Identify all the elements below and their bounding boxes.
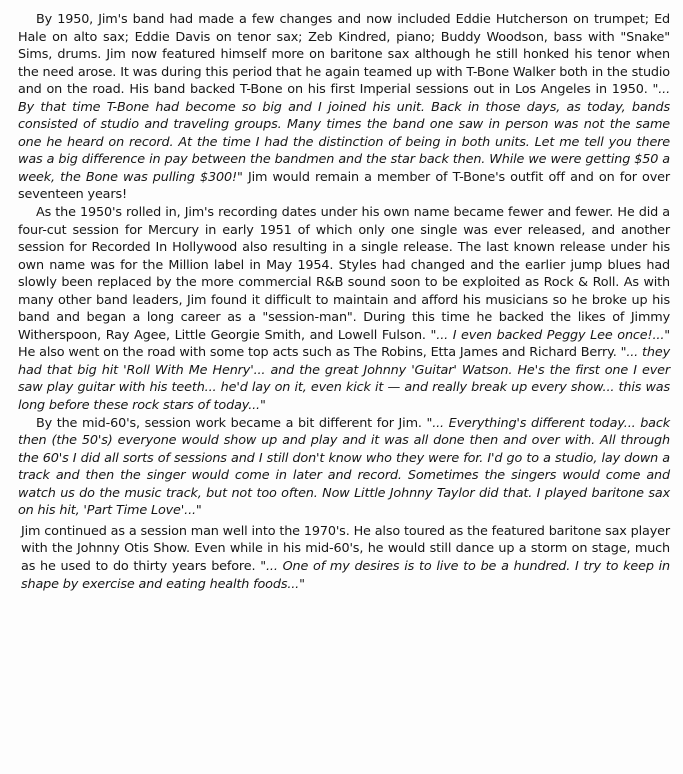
- text-run: Jim continued as a session man well into the 1970's. He also toured as the featured baritone sax player with the Johnny Otis Show. Even while in his mid-60's, he would still dance up a storm on stage, much as he used to do thirty years before.: [21, 523, 670, 574]
- paragraph-1970s: [18, 523, 670, 593]
- text-run: He also went on the road with some top acts such as The Robins, Etta James and Richard Berry.: [18, 345, 621, 361]
- text-run: By 1950, Jim's band had made a few changes and now included Eddie Hutcherson on trumpet; Ed Hale on alto sax; Eddie Davis on tenor sax; Zeb Kindred, piano; Buddy Woodson, bass with "Snake" Sims, drums. Jim now featured himself more on baritone sax although he still honked his tenor when the need arose. It was during this period that he again teamed up with T-Bone Walker both in the studio and on the road. His band backed T-Bone on his first Imperial sessions out in Los Angeles in 1950.: [18, 12, 670, 98]
- text-run: As the 1950's rolled in, Jim's recording dates under his own name became fewer and fewer. He did a four-cut session for Mercury in early 1951 of which only one single was ever released, and another session for Recorded In Hollywood also resulting in a single release. The last known release under his own name was for the Million label in May 1954. Styles had changed and the earlier jump blues had slowly been replaced by the more commercial R&B sound soon to be exploited as Rock & Roll. As with many other band leaders, Jim found it difficult to maintain and afford his musicians so he broke up his band and began a long career as a "session-man". During this time he backed the likes of Jimmy Witherspoon, Ray Agee, Little Georgie Smith, and Lowell Fulson.: [18, 205, 670, 343]
- quote-run: "... One of my desires is to live to be a hundred. I try to keep in shape by exercise and eating health foods...": [21, 558, 670, 592]
- quote-run: "... By that time T-Bone had become so big and I joined his unit. Back in those days, as today, bands consisted of studio and traveling groups. Many times the band one saw in person was not the same one he heard on record. At the time I had the distinction of being in both units. Let me tell you there was a big difference in pay between the bandmen and the star back then. While we were getting $50 a week, the Bone was pulling $300!": [18, 82, 670, 185]
- text-run: By the mid-60's, session work became a bit different for Jim.: [36, 415, 427, 431]
- paragraph-1950s-sessions: [18, 204, 670, 415]
- quote-run: "... I even backed Peggy Lee once!...": [430, 327, 671, 343]
- quote-run: "... Everything's different today... back then (the 50's) everyone would show up and play and it was all done then and over with. All through the 60's I did all sorts of sessions and I still don't know who they were for. I'd go to a studio, lay down a track and then the singer would come in later and record. Sometimes the singers would come and watch us do the music track, but not too often. Now Little Johnny Taylor did that. I played baritone sax on his hit, 'Part Time Love'...": [18, 415, 671, 519]
- paragraph-1950-band: [18, 11, 670, 204]
- paragraph-mid-60s: [18, 415, 670, 520]
- quote-run: "... they had that big hit 'Roll With Me Henry'... and the great Johnny 'Guitar' Watson. He's the first one I ever saw play guitar with his teeth... he'd lay on it, even kick it — and really break up every show... this was long before these rock stars of today...": [18, 345, 670, 414]
- article-body: [18, 11, 670, 593]
- text-run: Jim would remain a member of T-Bone's outfit off and on for over seventeen years!: [18, 169, 670, 203]
